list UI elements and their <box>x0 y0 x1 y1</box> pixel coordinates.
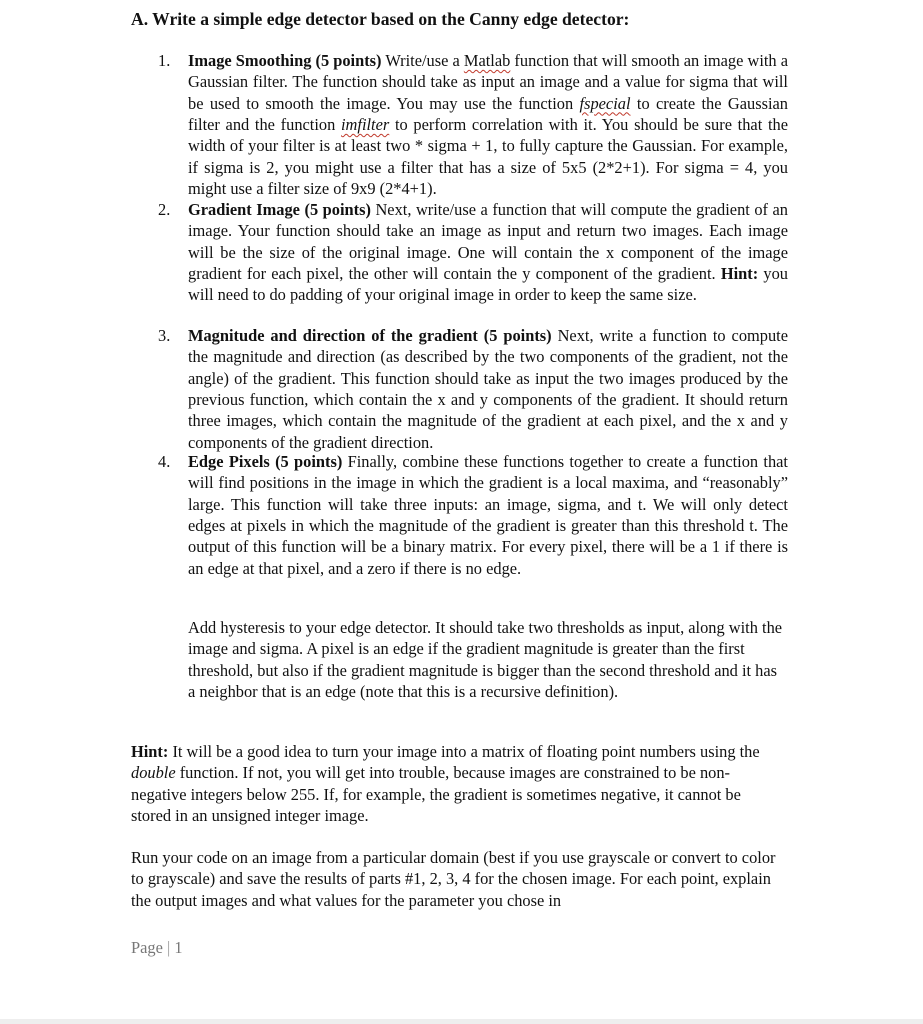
hint-paragraph: Hint: It will be a good idea to turn your image into a matrix of floating point numbers using the double function. If not, you will get into trouble, because images are constrained to be non-negative integers below 255. If, for example, the gradient is sometimes negative, it cannot be stored in an unsigned integer image. <box>131 742 760 826</box>
item-number: 3. <box>158 326 171 345</box>
item-text: Image Smoothing (5 points) Write/use a Matlab function that will smooth an image with a Gaussian filter. The function should take as input an image and a value for sigma that will be used to smooth the image. You may use the function fspecial to create the Gaussian filter and the function imfilter to perform correlation with it. You should be sure that the width of your filter is at least two * sigma + 1, to fully capture the Gaussian. For example, if sigma is 2, you might use a filter that has a size of 5x5 (2*2+1). For sigma = 4, you might use a filter size of 9x9 (2*4+1). <box>188 51 788 199</box>
page-bottom-edge <box>0 1019 923 1024</box>
matlab-term: Matlab <box>463 51 511 70</box>
page-footer <box>131 937 183 958</box>
imfilter-term: imfilter <box>341 115 390 135</box>
list-item <box>158 451 788 579</box>
list-item <box>158 325 788 452</box>
fspecial-term: fspecial <box>579 93 631 113</box>
task-list <box>158 50 788 579</box>
item-number: 1. <box>158 51 171 70</box>
section-heading: A. Write a simple edge detector based on the Canny edge detector: <box>131 9 630 29</box>
item-title: Edge Pixels (5 points) <box>188 452 343 471</box>
run-paragraph: Run your code on an image from a particular domain (best if you use grayscale or convert to color to grayscale) and save the results of parts #1, 2, 3, 4 for the chosen image. For each point, explain the output images and what values for the parameter you chose in <box>131 848 776 910</box>
hint-label: Hint: <box>131 742 169 761</box>
page-label: Page <box>131 938 163 957</box>
item-number: 4. <box>158 452 171 471</box>
double-term: double <box>131 763 176 783</box>
item-number: 2. <box>158 200 171 219</box>
page-separator: | <box>166 938 171 957</box>
item-title: Gradient Image (5 points) <box>188 200 371 219</box>
item-text: Edge Pixels (5 points) Finally, combine these functions together to create a function that will find positions in the image in which the gradient is a local maxima, and “reasonably” large. This function will take three inputs: an image, sigma, and t. We will only detect edges at pixels in which the magnitude of the gradient is greater than this threshold t. The output of this function will be a binary matrix. For every pixel, there will be a 1 if there is an edge at that pixel, and a zero if there is no edge. <box>188 452 788 578</box>
hysteresis-paragraph: Add hysteresis to your edge detector. It should take two thresholds as input, along with the image and sigma. A pixel is an edge if the gradient magnitude is greater than the first threshold, but also if the gradient magnitude is bigger than the second threshold and it has a neighbor that is an edge (note that this is a recursive definition). <box>188 618 783 702</box>
list-item <box>158 199 788 325</box>
page-number: 1 <box>174 938 183 957</box>
item-text: Magnitude and direction of the gradient (5 points) Next, write a function to compute the magnitude and direction (as described by the two components of the gradient, not the angle) of the gradient. This function should take as input the two images produced by the previous function, which contain the x and y components of the gradient. It should return three images, which contain the magnitude of the gradient at each pixel, and the x and y components of the gradient direction. <box>188 326 788 452</box>
item-title: Image Smoothing (5 points) <box>188 51 382 70</box>
item-title: Magnitude and direction of the gradient (5 points) <box>188 326 552 345</box>
hint-label: Hint: <box>720 264 759 284</box>
list-item <box>158 50 788 199</box>
item-text: Gradient Image (5 points) Next, write/use a function that will compute the gradient of an image. Your function should take an image as input and return two images. Each image will be the size of the original image. One will contain the x component of the image gradient for each pixel, the other will contain the y component of the gradient. Hint: you will need to do padding of your original image in order to keep the same size. <box>188 200 788 305</box>
